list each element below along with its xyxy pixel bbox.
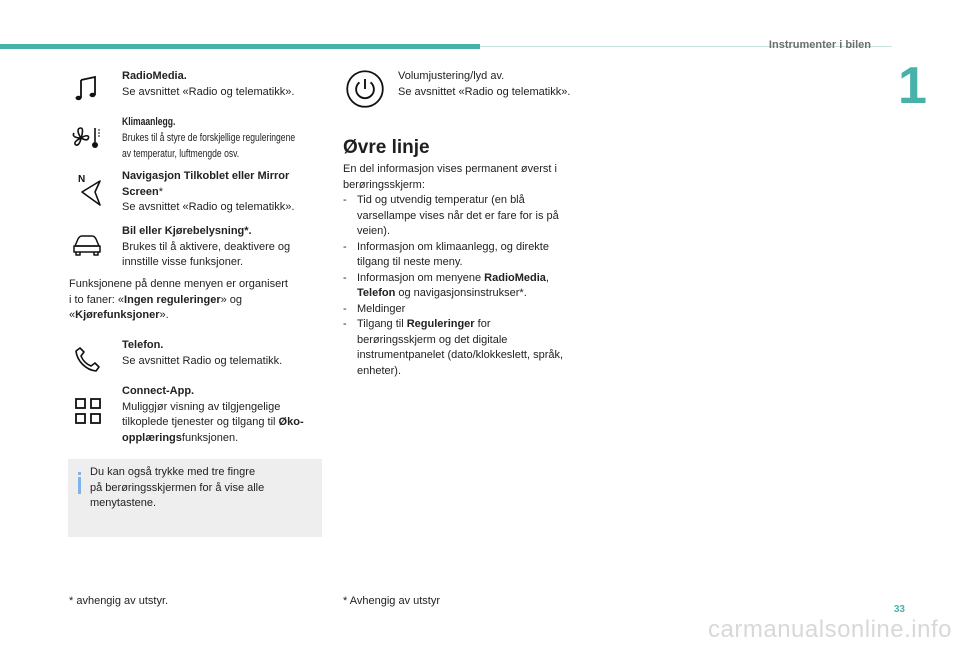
tab-name-no-settings: Ingen reguleringer: [124, 293, 221, 306]
car-icon: [69, 226, 105, 262]
list-item: [343, 240, 608, 271]
info-note: [68, 459, 322, 537]
list-item-text: og navigasjonsinstrukser*.: [395, 287, 527, 299]
section-title: Instrumenter i bilen: [768, 39, 871, 51]
menu-entry-connect-app: [69, 384, 329, 446]
section-heading: Øvre linje: [343, 137, 430, 158]
list-item: [343, 271, 608, 302]
list-item-bold: Telefon: [357, 287, 396, 299]
list-item-bold: RadioMedia: [484, 271, 546, 284]
upper-line-text: [343, 162, 608, 379]
list-item: [343, 193, 608, 240]
menu-entry-climate: [69, 114, 329, 162]
entry-title: Telefon.: [122, 339, 164, 351]
note-line: menytastene.: [90, 497, 157, 509]
phone-icon: [69, 340, 105, 376]
entry-text: tilkoplede tjenester og tilgang til: [122, 416, 279, 428]
entry-title: Connect-App.: [122, 385, 195, 397]
menu-entry-phone: [69, 338, 329, 378]
entry-text: Se avsnittet «Radio og telematikk».: [122, 201, 295, 213]
entry-title-cont: Screen: [122, 185, 159, 198]
tab-name-driving-functions: Kjørefunksjoner: [75, 309, 160, 321]
page-number: 33: [893, 604, 905, 615]
note-line: Du kan også trykke med tre fingre: [90, 466, 256, 478]
menu-entry-volume: [345, 69, 605, 113]
menu-entry-vehicle: [69, 224, 329, 272]
entry-text-line: Brukes til å styre de forskjellige reguleringene: [122, 132, 296, 144]
navigation-arrow-icon: [69, 171, 105, 207]
entry-text-bold: opplærings: [122, 431, 182, 444]
svg-text:N: N: [78, 174, 86, 185]
entry-title: Klimaanlegg.: [122, 116, 176, 128]
header-accent-bar: [0, 44, 480, 49]
entry-title: RadioMedia.: [122, 70, 187, 82]
fan-temperature-icon: [69, 120, 105, 156]
list-item-text: for: [474, 318, 491, 330]
list-item-line: varsellampe vises når det er fare for is på: [357, 209, 559, 222]
entry-title: Bil eller Kjørebelysning*.: [122, 225, 252, 237]
entry-title: Volumjustering/lyd av.: [398, 70, 505, 82]
paragraph-text: i to faner: «: [69, 293, 125, 306]
info-icon-bar: [78, 477, 81, 494]
paragraph-text: «: [69, 309, 76, 321]
power-icon: [345, 69, 385, 109]
list-item-text: ,: [545, 271, 549, 284]
apps-grid-icon: [69, 394, 105, 430]
list-item-line: enheter).: [357, 364, 402, 377]
note-line: på berøringsskjermen for å vise alle: [90, 481, 265, 494]
list-item-line: tilgang til neste meny.: [357, 256, 463, 268]
tabs-paragraph: [69, 277, 329, 324]
entry-text-line: innstille visse funksjoner.: [122, 256, 244, 268]
entry-title: Navigasjon Tilkoblet eller Mirror: [122, 170, 290, 182]
entry-text: Se avsnittet «Radio og telematikk».: [122, 85, 295, 98]
list-item-line: - Meldinger: [357, 302, 406, 315]
list-item-text: Informasjon om menyene: [357, 271, 485, 284]
footnote-star: *: [158, 185, 163, 198]
list-item-line: instrumentpanelet (dato/klokkeslett, språk,: [357, 349, 564, 361]
intro-line: berøringsskjerm:: [343, 178, 425, 191]
list-item-line: - Tid og utvendig temperatur (en blå: [357, 194, 525, 206]
intro-line: En del informasjon vises permanent øverst i: [343, 163, 557, 175]
list-item-bold: Reguleringer: [406, 318, 475, 330]
list-item-line: - Informasjon om klimaanlegg, og direkte: [357, 240, 549, 253]
footnote-left: * avhengig av utstyr.: [69, 595, 169, 607]
paragraph-text: ».: [159, 309, 169, 321]
entry-text: Se avsnittet «Radio og telematikk».: [398, 85, 571, 98]
entry-text: Se avsnittet Radio og telematikk.: [122, 354, 283, 367]
info-icon: [78, 472, 81, 475]
entry-text-bold: Øko-: [278, 416, 304, 428]
entry-text-line: Brukes til å aktivere, deaktivere og: [122, 240, 291, 253]
menu-entry-navigation: [69, 169, 329, 217]
list-item-text: Tilgang til: [357, 318, 407, 330]
entry-text-line: Muliggjør visning av tilgjengelige: [122, 400, 281, 413]
entry-text: funksjonen.: [181, 431, 239, 444]
list-item: [343, 302, 608, 318]
info-list: [343, 193, 608, 379]
entry-text-line: av temperatur, luftmengde osv.: [122, 148, 240, 160]
footnote-right: * Avhengig av utstyr: [343, 595, 441, 607]
watermark: carmanualsonline.info: [708, 616, 952, 643]
music-note-icon: [69, 71, 105, 107]
list-item-line: veien).: [357, 225, 391, 237]
chapter-number: 1: [898, 57, 927, 115]
paragraph-line: Funksjonene på denne menyen er organisert: [69, 278, 288, 290]
paragraph-text: » og: [220, 293, 243, 306]
list-item: [343, 317, 608, 379]
list-item-line: berøringsskjerm og det digitale: [357, 333, 508, 346]
menu-entry-radiomedia: [69, 69, 329, 109]
